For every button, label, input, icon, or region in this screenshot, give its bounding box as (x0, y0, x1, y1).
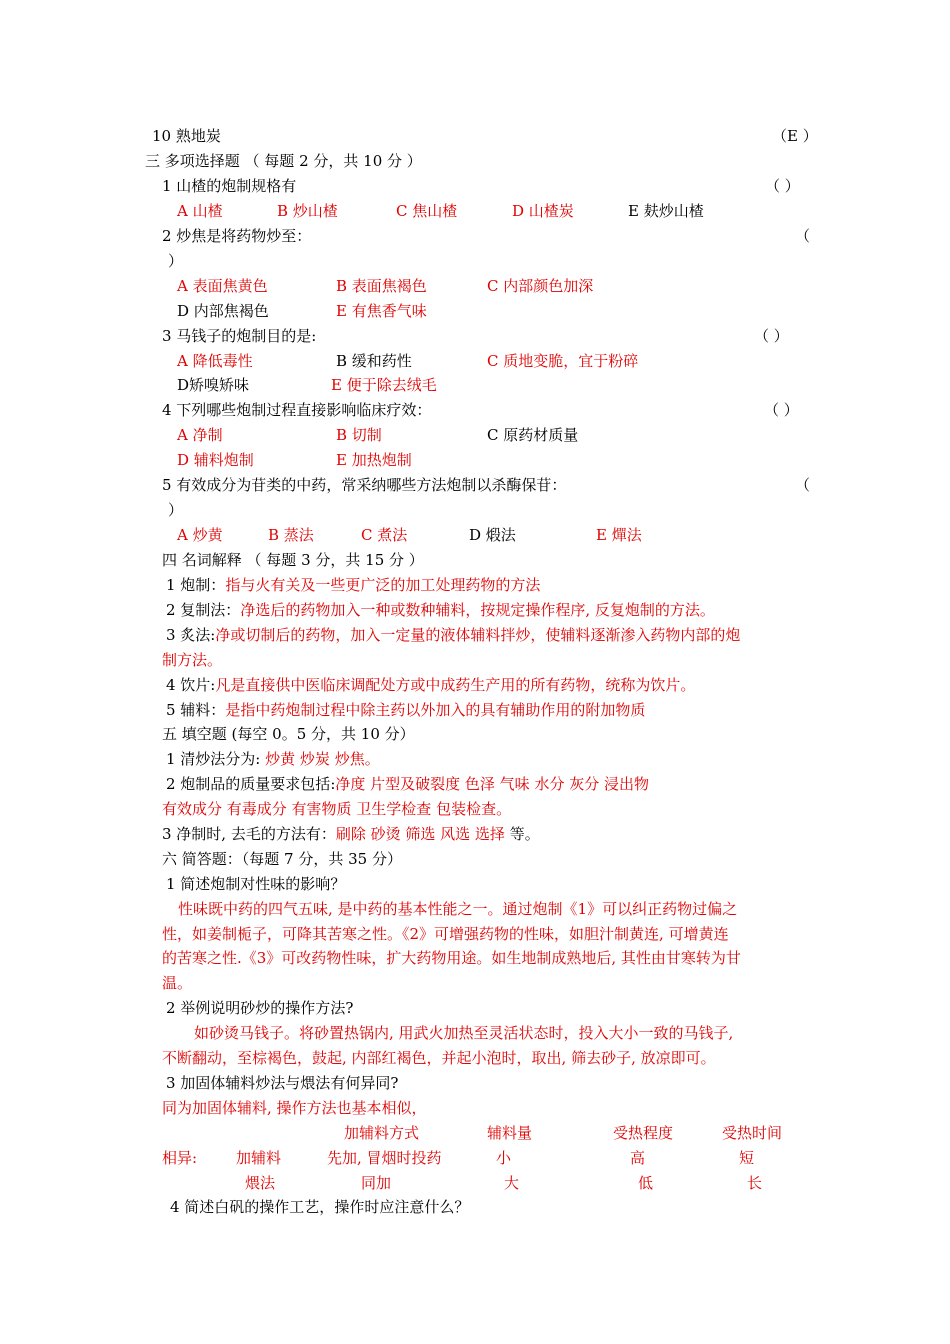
term-5-label: 5 辅料： (166, 701, 226, 719)
mc4-option-e: E 加热炮制 (336, 451, 412, 469)
fill-2-answer: 净度 片型及破裂度 色泽 气味 水分 灰分 浸出物 (335, 775, 649, 793)
mc4-option-b: B 切制 (336, 426, 382, 444)
mc2-paren-left: （ (795, 227, 811, 245)
term-1-definition: 指与火有关及一些更广泛的加工处理药物的方法 (225, 576, 541, 594)
compare-header-heat-degree: 受热程度 (613, 1124, 674, 1142)
mc2-option-c: C 内部颜色加深 (487, 277, 594, 295)
compare-header-method: 加辅料方式 (344, 1124, 420, 1142)
mc4-option-c: C 原药材质量 (487, 426, 579, 444)
mc3-stem: 3 马钱子的炮制目的是: (162, 327, 317, 345)
term-4-definition: 凡是直接供中医临床调配处方或中成药生产用的所有药物，统称为饮片。 (215, 676, 696, 694)
mc5-option-a: A 炒黄 (177, 526, 223, 544)
mc2-option-e: E 有焦香气味 (336, 302, 427, 320)
compare-row-1-amount: 小 (496, 1149, 512, 1167)
mc4-option-a: A 净制 (177, 426, 223, 444)
term-5 (166, 700, 645, 720)
short-2-answer-line-2: 不断翻动，至棕褐色，鼓起, 内部红褐色，并起小泡时，取出, 筛去砂子, 放凉即可。 (162, 1049, 716, 1067)
mc3-option-d: D矫嗅矫味 (177, 376, 250, 394)
mc3-option-b: B 缓和药性 (336, 352, 412, 370)
fill-3-answer: 刷除 砂烫 筛选 风选 选择 (335, 825, 505, 843)
fill-3 (162, 824, 540, 844)
fill-3-tail: 等。 (504, 825, 540, 843)
term-5-definition: 是指中药炮制过程中除主药以外加入的具有辅助作用的附加物质 (225, 701, 646, 719)
compare-row-2-name: 煨法 (245, 1174, 276, 1192)
mc5-option-b: B 蒸法 (268, 526, 314, 544)
compare-row-2-heat-time: 长 (747, 1174, 763, 1192)
compare-row-1-method: 先加, 冒烟时投药 (327, 1149, 442, 1167)
compare-diff-label: 相异: (162, 1149, 198, 1167)
section-3-title: 三 多项选择题 （ 每题 2 分，共 10 分 ） (145, 152, 422, 170)
term-3 (166, 625, 740, 645)
term-4-label: 4 饮片: (166, 676, 216, 694)
term-1 (166, 575, 540, 595)
mc2-stem: 2 炒焦是将药物炒至： (162, 227, 312, 245)
mc4-stem: 4 下列哪些炮制过程直接影响临床疗效： (162, 401, 432, 419)
compare-row-2-method: 同加 (361, 1174, 392, 1192)
mc1-option-b: B 炒山楂 (277, 202, 338, 220)
mc4-option-d: D 辅料炮制 (177, 451, 254, 469)
short-1-answer-line-3: 的苦寒之性.《3》可改药物性味，扩大药物用途。如生地制成熟地后, 其性由甘寒转为甘 (162, 949, 741, 967)
mc1-option-a: A 山楂 (177, 202, 223, 220)
mc4-paren: （ ） (764, 401, 799, 419)
section-5-title: 五 填空题 (每空 0。5 分，共 10 分） (162, 725, 415, 743)
compare-row-2-amount: 大 (504, 1174, 520, 1192)
mc5-stem: 5 有效成分为苷类的中药，常采纳哪些方法炮制以杀酶保苷： (162, 476, 567, 494)
mc1-paren: （ ） (765, 177, 800, 195)
short-1-question: 1 简述炮制对性味的影响？ (166, 875, 346, 893)
fill-2-answer-cont: 有效成分 有毒成分 有害物质 卫生学检查 包装检查。 (162, 800, 512, 818)
short-2-answer-line-1: 如砂烫马钱子。将砂置热锅内, 用武火加热至灵活状态时，投入大小一致的马钱子, (194, 1024, 734, 1042)
short-4-question: 4 简述白矾的操作工艺，操作时应注意什么？ (170, 1198, 470, 1216)
term-2 (166, 600, 715, 620)
mc1-stem: 1 山楂的炮制规格有 (162, 177, 297, 195)
mc2-paren-right: ） (168, 252, 184, 270)
term-1-label: 1 炮制： (166, 576, 226, 594)
term-2-label: 2 复制法： (166, 601, 241, 619)
mc3-option-a: A 降低毒性 (177, 352, 253, 370)
mc1-option-e: E 麸炒山楂 (628, 202, 704, 220)
term-4 (166, 675, 695, 695)
mc1-option-d: D 山楂炭 (512, 202, 574, 220)
section-4-title: 四 名词解释 （ 每题 3 分，共 15 分 ） (162, 551, 424, 569)
mc3-option-e: E 便于除去绒毛 (331, 376, 437, 394)
term-3-definition-cont: 制方法。 (162, 651, 223, 669)
term-3-label: 3 炙法: (166, 626, 216, 644)
term-3-definition: 净或切制后的药物，加入一定量的液体辅料拌炒，使辅料逐渐渗入药物内部的炮 (215, 626, 741, 644)
short-1-answer-line-4: 温。 (162, 974, 193, 992)
question-10: 10 熟地炭 (152, 127, 221, 145)
fill-3-stem: 3 净制时, 去毛的方法有： (162, 825, 336, 843)
mc2-option-d: D 内部焦褐色 (177, 302, 269, 320)
short-3-answer-line-1: 同为加固体辅料, 操作方法也基本相似， (162, 1099, 427, 1117)
mc5-option-d: D 煅法 (469, 526, 516, 544)
compare-row-1-heat-degree: 高 (630, 1149, 646, 1167)
compare-header-amount: 辅料量 (487, 1124, 533, 1142)
mc1-option-c: C 焦山楂 (396, 202, 458, 220)
compare-row-2-heat-degree: 低 (638, 1174, 654, 1192)
compare-row-1-heat-time: 短 (739, 1149, 755, 1167)
mc3-paren: （ ） (754, 327, 789, 345)
short-1-answer-line-1: 性味既中药的四气五味, 是中药的基本性能之一。通过炮制《1》可以纠正药物过偏之 (178, 900, 738, 918)
mc5-option-e: E 燀法 (596, 526, 642, 544)
mc2-option-b: B 表面焦褐色 (336, 277, 427, 295)
fill-2 (166, 774, 649, 794)
mc5-paren-right: ） (168, 501, 184, 519)
short-2-question: 2 举例说明砂炒的操作方法? (166, 999, 354, 1017)
short-3-question: 3 加固体辅料炒法与煨法有何异同? (166, 1074, 399, 1092)
term-2-definition: 净选后的药物加入一种或数种辅料，按规定操作程序, 反复炮制的方法。 (240, 601, 715, 619)
mc5-option-c: C 煮法 (361, 526, 408, 544)
short-1-answer-line-2: 性，如姜制栀子，可降其苦寒之性。《2》可增强药物的性味，如胆汁制黄连, 可增黄连 (162, 925, 729, 943)
fill-1-answer: 炒黄 炒炭 炒焦。 (265, 750, 380, 768)
mc3-option-c: C 质地变脆，宜于粉碎 (487, 352, 639, 370)
fill-2-stem: 2 炮制品的质量要求包括: (166, 775, 336, 793)
answer-10: （E ） (772, 127, 818, 145)
section-6-title: 六 简答题：（每题 7 分，共 35 分） (162, 850, 402, 868)
fill-1-stem: 1 清炒法分为: (166, 750, 261, 768)
compare-header-heat-time: 受热时间 (722, 1124, 783, 1142)
mc5-paren-left: （ (795, 476, 811, 494)
mc2-option-a: A 表面焦黄色 (177, 277, 268, 295)
fill-1 (166, 749, 380, 769)
compare-row-1-name: 加辅料 (236, 1149, 282, 1167)
